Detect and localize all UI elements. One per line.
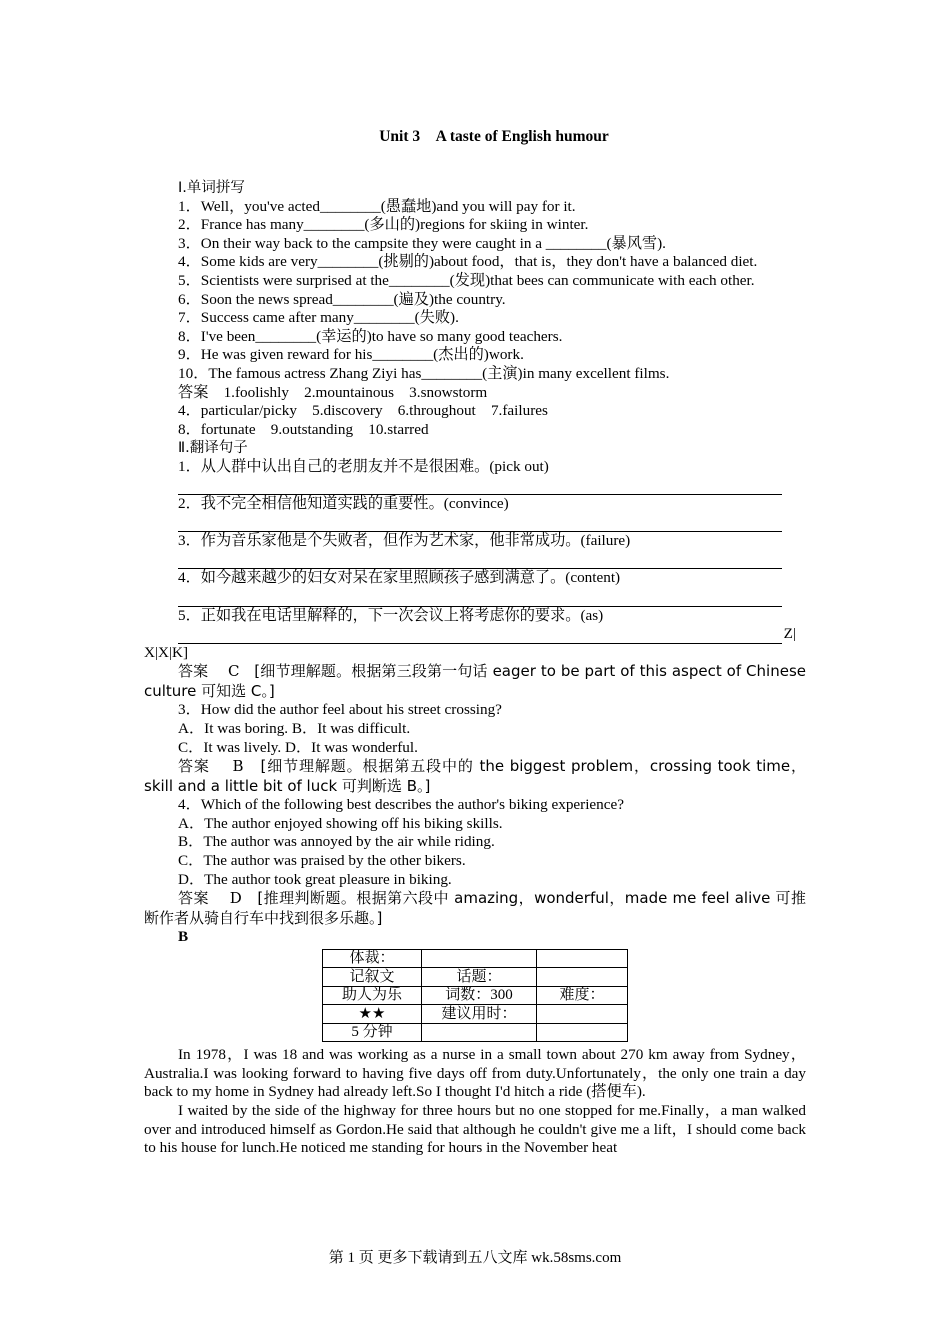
table-cell: 体裁：	[323, 949, 422, 968]
passage-info-table	[322, 949, 628, 1043]
passage-paragraph: In 1978，I was 18 and was working as a nurse in a small town about 270 km away from Sydney，Australia.I was looking forward to having five days off from duty.Unfortunately，the only one train a day back to my home in Sydney had already left.So I thought I'd hitch a ride (搭便车).	[144, 1046, 806, 1101]
table-cell: 建议用时：	[422, 1005, 537, 1024]
table-cell: 话题：	[422, 968, 537, 987]
section2-heading: Ⅱ.翻译句子	[178, 440, 248, 457]
translation-item: 3．作为音乐家他是个失败者，但作为艺术家，他非常成功。(failure)	[178, 532, 631, 550]
line-tail-text: Z|	[783, 625, 796, 643]
translation-item: 5．正如我在电话里解释的，下一次会议上将考虑你的要求。(as)	[178, 606, 604, 624]
answer-3: 答案 B [细节理解题。根据第五段中的 the biggest problem，crossing took time，skill and a little bit of luck 可判断选 B。]	[144, 757, 806, 795]
passage-paragraph: I waited by the side of the highway for three hours but no one stopped for me.Finally，a man walked over and introduced himself as Gordon.He said that although he couldn't give me a lift，I should come back to his house for lunch.He noticed me standing for hours in the November heat	[144, 1102, 806, 1157]
answer-line	[178, 625, 796, 644]
spelling-item: 7．Success came after many________(失败).	[178, 309, 459, 327]
page-title: Unit 3 A taste of English humour	[379, 128, 609, 145]
table-cell	[537, 1005, 628, 1024]
question-3-options: A．It was boring. B．It was difficult.	[178, 720, 411, 738]
watermark-text: X|X|K]	[144, 643, 189, 661]
spelling-item: 10．The famous actress Zhang Ziyi has________(主演)in many excellent films.	[178, 364, 670, 382]
answer-2: 答案 C [细节理解题。根据第三段第一句话 eager to be part of this aspect of Chinese culture 可知选 C。]	[144, 662, 806, 700]
answer-4: 答案 D [推理判断题。根据第六段中 amazing，wonderful，made me feel alive 可推断作者从骑自行车中找到很多乐趣。]	[144, 889, 806, 927]
spelling-item: 9．He was given reward for his________(杰出的)work.	[178, 346, 524, 364]
table-cell: 5 分钟	[323, 1023, 422, 1042]
answer-line	[178, 551, 782, 570]
spelling-answer: 4．particular/picky 5.discovery 6.throughout 7.failures	[178, 402, 548, 420]
question-3-options: C．It was lively. D．It was wonderful.	[178, 738, 418, 756]
question-4-option: A．The author enjoyed showing off his biking skills.	[178, 814, 503, 832]
answer-line	[178, 588, 782, 607]
spelling-answer: 8．fortunate 9.outstanding 10.starred	[178, 420, 429, 438]
document-body	[144, 179, 806, 1158]
table-cell	[537, 949, 628, 968]
table-cell	[537, 968, 628, 987]
translation-item: 4．如今越来越少的妇女对呆在家里照顾孩子感到满意了。(content)	[178, 569, 621, 587]
spelling-item: 8．I've been________(幸运的)to have so many good teachers.	[178, 327, 563, 345]
spelling-item: 3．On their way back to the campsite they were caught in a ________(暴风雪).	[178, 234, 666, 252]
question-4-option: C．The author was praised by the other bikers.	[178, 852, 466, 869]
spelling-item: 5．Scientists were surprised at the________(发现)that bees can communicate with each other.	[178, 271, 755, 289]
question-4: 4．Which of the following best describes the author's biking experience?	[178, 796, 624, 814]
table-cell: 助人为乐	[323, 986, 422, 1005]
question-3: 3．How did the author feel about his street crossing?	[178, 701, 502, 719]
table-cell	[422, 1023, 537, 1042]
section1-heading: Ⅰ.单词拼写	[178, 180, 245, 196]
spelling-item: 1．Well，you've acted________(愚蠢地)and you will pay for it.	[178, 197, 576, 215]
question-4-option: B．The author was annoyed by the air while riding.	[178, 833, 495, 851]
table-cell	[422, 949, 537, 968]
translation-item: 1．从人群中认出自己的老朋友并不是很困难。(pick out)	[178, 457, 549, 475]
table-cell: ★★	[323, 1005, 422, 1024]
passage-b-label: B	[178, 928, 189, 946]
spelling-answer: 答案 1.foolishly 2.mountainous 3.snowstorm	[178, 383, 488, 401]
spelling-item: 6．Soon the news spread________(遍及)the country.	[178, 290, 506, 308]
table-cell	[537, 1023, 628, 1042]
table-cell: 词数：300	[422, 986, 537, 1005]
table-cell: 记叙文	[323, 968, 422, 987]
spelling-item: 4．Some kids are very________(挑剔的)about food，that is，they don't have a balanced diet.	[178, 253, 758, 271]
answer-line	[178, 477, 782, 496]
translation-item: 2．我不完全相信他知道实践的重要性。(convince)	[178, 495, 509, 513]
question-4-option: D．The author took great pleasure in biking.	[178, 870, 452, 888]
table-cell: 难度：	[537, 986, 628, 1005]
spelling-item: 2．France has many________(多山的)regions for skiing in winter.	[178, 216, 589, 234]
answer-line	[178, 514, 782, 533]
page-footer: 第 1 页 更多下载请到五八文库 wk.58sms.com	[328, 1250, 622, 1266]
